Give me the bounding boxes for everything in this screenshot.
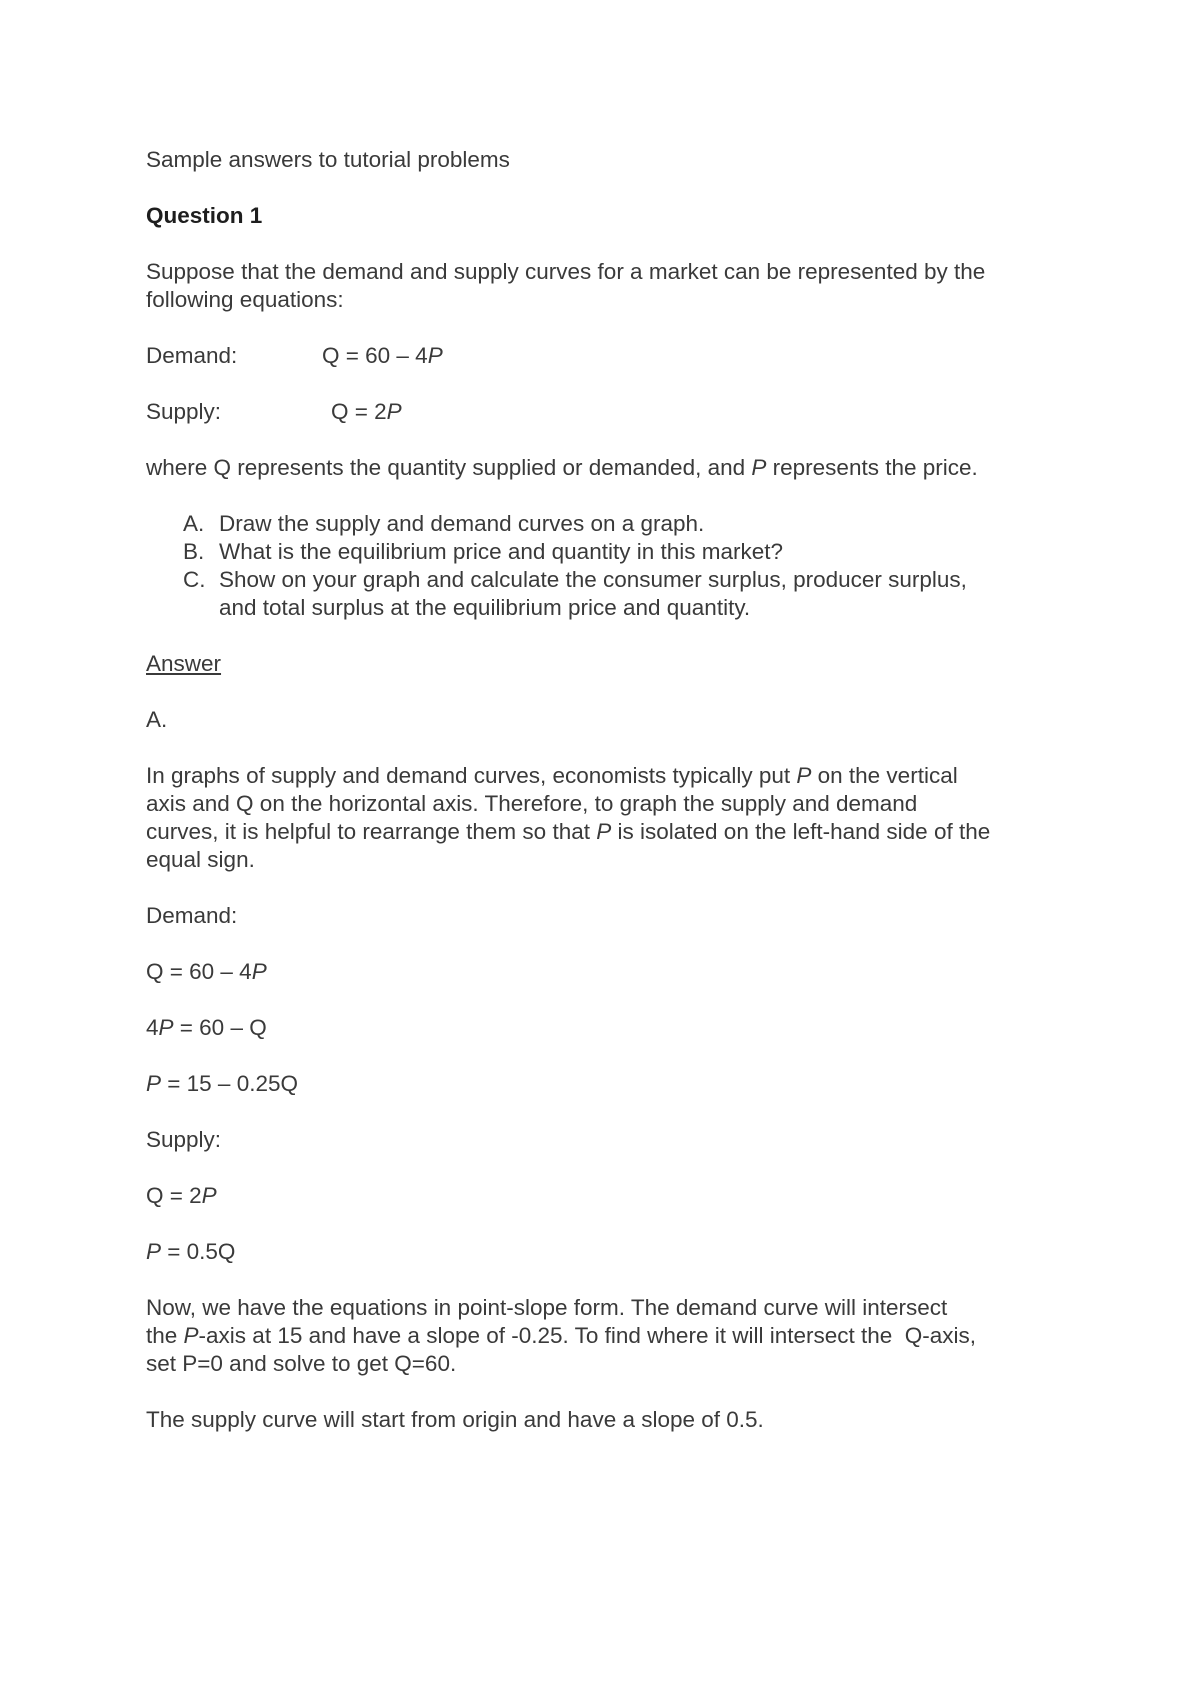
question-text: Draw the supply and demand curves on a graph.: [219, 511, 705, 536]
list-marker: C.: [183, 567, 206, 592]
supply-step-1: Q = 2P: [146, 1183, 217, 1208]
supply-step-2: P = 0.5Q: [146, 1239, 236, 1264]
demand-step-3: P = 15 – 0.25Q: [146, 1071, 298, 1096]
list-marker: B.: [183, 539, 205, 564]
variable-definition: where Q represents the quantity supplied or demanded, and P represents the price.: [146, 455, 978, 480]
question-text: and total surplus at the equilibrium price and quantity.: [219, 595, 751, 620]
paragraph-2-line-2: the P-axis at 15 and have a slope of -0.25. To find where it will intersect the Q-axis,: [146, 1323, 977, 1348]
question-item-c: [183, 566, 967, 594]
demand-equation: Q = 60 – 4P: [322, 343, 443, 368]
supply-heading: Supply:: [146, 1127, 222, 1152]
intro-line-2: following equations:: [146, 287, 344, 312]
supply-equation: Q = 2P: [331, 399, 402, 424]
question-text: What is the equilibrium price and quantity in this market?: [219, 539, 784, 564]
demand-step-2: 4P = 60 – Q: [146, 1015, 267, 1040]
answer-heading: Answer: [146, 651, 222, 676]
paragraph-1-line-1: In graphs of supply and demand curves, economists typically put P on the vertical: [146, 763, 958, 788]
document-title: Sample answers to tutorial problems: [146, 147, 510, 172]
supply-label: Supply:: [146, 399, 222, 424]
demand-step-1: Q = 60 – 4P: [146, 959, 267, 984]
paragraph-2-line-1: Now, we have the equations in point-slope form. The demand curve will intersect: [146, 1295, 948, 1320]
paragraph-1-line-4: equal sign.: [146, 847, 255, 872]
question-text: Show on your graph and calculate the consumer surplus, producer surplus,: [219, 567, 967, 592]
question-item-a: [183, 510, 705, 538]
paragraph-3: The supply curve will start from origin and have a slope of 0.5.: [146, 1407, 764, 1432]
paragraph-2-line-3: set P=0 and solve to get Q=60.: [146, 1351, 457, 1376]
paragraph-1-line-2: axis and Q on the horizontal axis. Therefore, to graph the supply and demand: [146, 791, 918, 816]
paragraph-1-line-3: curves, it is helpful to rearrange them so that P is isolated on the left-hand side of the: [146, 819, 991, 844]
demand-label: Demand:: [146, 343, 238, 368]
demand-heading: Demand:: [146, 903, 238, 928]
list-marker: A.: [183, 511, 205, 536]
intro-line-1: Suppose that the demand and supply curves for a market can be represented by the: [146, 259, 986, 284]
part-a-label: A.: [146, 707, 168, 732]
question-heading: Question 1: [146, 203, 263, 228]
question-item-c-continued: [183, 594, 751, 622]
question-item-b: [183, 538, 784, 566]
